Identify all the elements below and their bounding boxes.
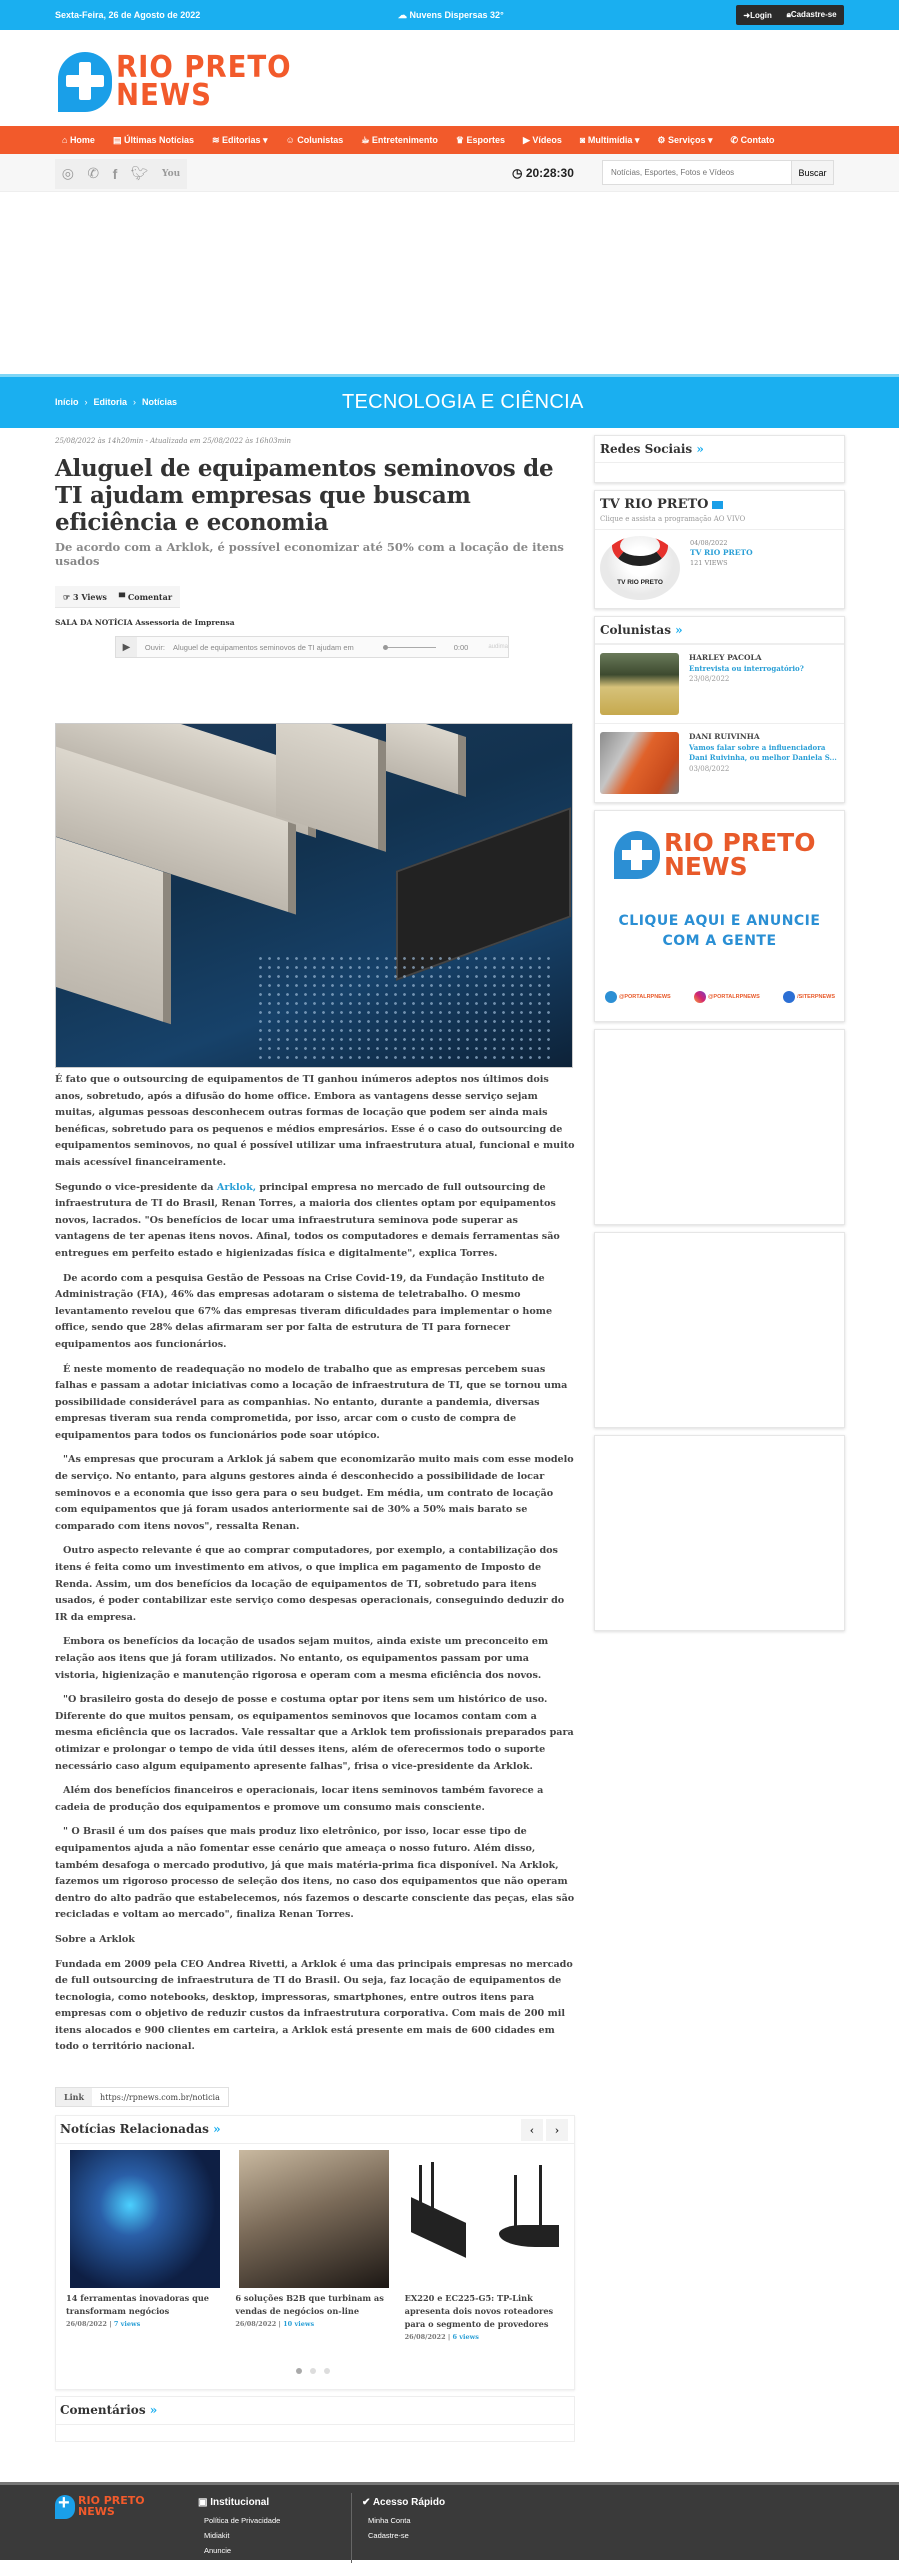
footer — [0, 2482, 899, 2560]
clock-icon: ◷ — [512, 166, 523, 180]
columnist-item[interactable] — [595, 644, 844, 723]
social-title: Redes Sociais » — [595, 436, 844, 463]
logo-text-line2: NEWS — [116, 78, 212, 113]
prev-button[interactable] — [521, 2119, 543, 2141]
article-subtitle: De acordo com a Arklok, é possível economizar até 50% com a locação de itens usados — [55, 540, 564, 568]
article-title: Aluguel de equipamentos seminovos de TI ajudam empresas que buscam eficiência e economia — [55, 455, 554, 536]
logo-text-line1: RIO PRETO — [116, 50, 292, 85]
search-input[interactable] — [603, 161, 791, 184]
nav-item-3[interactable] — [286, 135, 344, 146]
tv-thumbnail: TV RIO PRETO — [600, 536, 680, 600]
nav-label: Vídeos — [532, 135, 562, 145]
paragraph: De acordo com a pesquisa Gestão de Pessoas na Crise Covid-19, da Fundação Instituto de Administração (FIA), 46% das empresas adotaram o sistema de teletrabalho. O mesmo levantamento revelou que 67% das empresas tiveram dificuldades para implementar o home office, sendo que 28% delas afirmaram ser por falta de estrutura de TI para fornecer equipamentos aos funcionários. — [55, 1272, 553, 1350]
paragraph: Outro aspecto relevante é que ao comprar computadores, por exemplo, a contabilização dos itens é feita como um investimento em ativos, o que implica em pagamento de Imposto de Renda. Assim, um dos benefícios da locação de equipamentos de TI, sobretudo para itens usados, é poder contabilizar este serviço como despesas operacionais, conseguindo deduzir do IR da empresa. — [55, 1545, 565, 1623]
tv-views: 121 VIEWS — [690, 559, 728, 567]
facebook-icon — [783, 991, 795, 1003]
related-image — [409, 2150, 559, 2288]
page-dot[interactable] — [310, 2368, 316, 2374]
columnist-name: DANI RUIVINHA — [689, 732, 760, 741]
breadcrumb-home[interactable]: Início — [55, 397, 79, 407]
related-title: EX220 e EC225-G5: TP-Link apresenta dois novos roteadores para o segmento de provedores — [404, 2293, 554, 2330]
social-links — [55, 159, 187, 189]
columnist-item[interactable] — [595, 723, 844, 802]
tv-date: 04/08/2022 — [690, 539, 728, 547]
tv-box — [594, 490, 845, 609]
columnist-date: 03/08/2022 — [689, 764, 730, 773]
facebook-icon[interactable]: f — [112, 166, 118, 182]
columnist-name: HARLEY PACOLA — [689, 653, 762, 662]
article-meta: 25/08/2022 às 14h20min - Atualizada em 25/08/2022 às 16h03min — [55, 437, 292, 445]
phone-icon: ✆ — [730, 135, 741, 145]
cloud-icon: ☁ — [398, 10, 407, 20]
nav-item-1[interactable] — [113, 135, 194, 146]
nav-item-4[interactable] — [361, 135, 438, 146]
related-item[interactable] — [66, 2150, 235, 2341]
audio-time: 0:00 — [453, 642, 469, 652]
ad-logo: RIO PRETO NEWS — [614, 831, 834, 881]
footer-link-account[interactable]: Minha Conta — [368, 2516, 411, 2525]
login-icon: ➜ — [743, 10, 751, 20]
building-icon: ▣ — [198, 2497, 208, 2508]
youtube-icon[interactable]: You — [162, 169, 181, 179]
nav-label: Contato — [740, 135, 775, 145]
paragraph: "O brasileiro gosta do desejo de posse e costuma optar por itens sem um histórico de uso. Diferente do que muitos pensam, os equipamentos seminovos que locamos contam com a mesma eficiência que os lacrados. Vale ressaltar que a Arklok tem profissionais preparados para otimizar e prolongar o tempo de vida útil desses itens, além de oferecermos todo o suporte necessário caso algum equipamento apresente falhas", frisa o vice-presidente da Arklok. — [55, 1694, 574, 1772]
tv-item[interactable] — [595, 529, 844, 608]
nav-item-6[interactable] — [523, 135, 562, 146]
audio-progress-slider[interactable] — [383, 647, 435, 648]
paragraph: Segundo o vice-presidente da Arklok, principal empresa no mercado de full outsourcing de infraestrutura de TI do Brasil, Renan Torres, a maioria dos clientes optam por equipamentos novos, lacrados. "Os benefícios de locar uma infraestrutura seminova pode superar as vantagens de ter apenas itens novos. Afinal, todos os computadores e demais ferramentas são entregues em perfeito estado e higienizadas física e digitalmente", explica Torres. — [55, 1181, 560, 1259]
tv-link[interactable]: TV RIO PRETO — [690, 548, 753, 557]
nav-item-8[interactable] — [657, 135, 712, 146]
audio-brand: audima — [488, 644, 508, 650]
views-count: ☞ 3 Views — [63, 591, 107, 602]
nav-label: Multimídia ▾ — [587, 135, 640, 145]
related-item[interactable] — [235, 2150, 404, 2341]
related-meta: 26/08/2022 | 7 views — [66, 2320, 141, 2329]
paragraph: Embora os benefícios da locação de usados sejam muitos, ainda existe um preconceito em relação aos itens que já foram utilizados. No entanto, os equipamentos passam por uma vistoria, higienização e manutenção rigorosa e operam com a mesma eficiência dos novos. — [55, 1636, 549, 1681]
comments-section — [55, 2396, 575, 2442]
link-value[interactable]: https://rpnews.com.br/noticia — [100, 2092, 220, 2102]
current-date: Sexta-Feira, 26 de Agosto de 2022 — [55, 10, 201, 20]
footer-institutional: ▣ Institucional Política de Privacidade Midiakit Anuncie — [198, 2497, 281, 2555]
sidebar — [594, 435, 845, 1638]
article-actions — [55, 586, 180, 608]
nav-label: Esportes — [466, 135, 505, 145]
play-icon: ▶ — [522, 135, 533, 145]
rss-icon: ≋ — [212, 135, 223, 145]
footer-link-midiakit[interactable]: Midiakit — [204, 2531, 230, 2540]
columnists-box — [594, 616, 845, 803]
nav-item-7[interactable] — [580, 135, 639, 146]
instagram-icon[interactable]: ◎ — [61, 166, 74, 182]
nav-label: Home — [69, 135, 95, 145]
footer-link-signup[interactable]: Cadastre-se — [368, 2531, 409, 2540]
audio-label: Ouvir: — [144, 642, 165, 652]
tv-subtitle: Clique e assista a programação AO VIVO — [600, 515, 746, 523]
play-button[interactable] — [116, 637, 137, 657]
lock-icon: 🔒︎ — [786, 10, 791, 19]
comment-button[interactable]: ▀ Comentar — [118, 591, 173, 602]
comment-icon: ▀ — [118, 591, 126, 602]
audio-title: Aluguel de equipamentos seminovos de TI ajudam em — [172, 642, 354, 652]
footer-link-anuncie[interactable]: Anuncie — [204, 2546, 232, 2555]
footer-link-privacy[interactable]: Política de Privacidade — [204, 2516, 281, 2525]
home-icon: ⌂ — [62, 135, 70, 145]
category-banner — [0, 374, 899, 428]
nav-label: Colunistas — [297, 135, 344, 145]
coffee-icon: ☕︎ — [361, 135, 372, 145]
breadcrumb: Início › Editoria › Notícias — [55, 397, 178, 407]
nav-label: Serviços ▾ — [667, 135, 713, 145]
next-button[interactable] — [546, 2119, 568, 2141]
breadcrumb-editoria[interactable]: Editoria — [93, 397, 128, 407]
carousel-controls — [518, 2119, 568, 2141]
columnist-photo — [600, 653, 679, 715]
ad-slot-3 — [594, 1435, 845, 1631]
site-header — [0, 30, 899, 126]
login-button[interactable]: ➜Login — [743, 10, 772, 20]
search-button[interactable]: Buscar — [791, 161, 833, 184]
clock: ◷ 20:28:30 — [512, 166, 574, 180]
main-nav — [0, 126, 899, 154]
gear-icon: ⚙ — [657, 135, 668, 145]
related-header: Notícias Relacionadas » — [56, 2116, 574, 2144]
columnist-post-link[interactable]: Vamos falar sobre a influenciadora Dani Ruivinha, ou melhor Daniela S... — [689, 742, 837, 762]
related-title: 6 soluções B2B que turbinam as vendas de negócios on-line — [235, 2293, 384, 2317]
paragraph: " O Brasil é um dos países que mais produz lixo eletrônico, por isso, locar esse tipo de equipamentos ajuda a não fomentar esse cenário que ameaça o nosso futuro. Além disso, também desafoga o mercado produtivo, já que mais matéria-prima fica disponível. Na Arklok, fazemos um rigoroso processo de seleção dos itens, no caso dos equipamentos que não operam dentro do alto padrão que estabelecemos, nós fazemos o descarte consciente das peças, elas são recicladas e voltam ao mercado", finaliza Renan Torres. — [55, 1826, 575, 1921]
page-dot[interactable] — [324, 2368, 330, 2374]
breadcrumb-noticias[interactable]: Notícias — [142, 397, 178, 407]
whatsapp-icon[interactable]: ✆ — [87, 166, 100, 182]
article-body — [55, 1072, 575, 2056]
play-icon: ▶ — [122, 641, 131, 653]
search-form — [602, 160, 834, 185]
twitter-icon — [605, 991, 617, 1003]
related-title: 14 ferramentas inovadoras que transformam negócios — [66, 2293, 210, 2317]
chevron-right-icon: › — [554, 2123, 560, 2137]
related-image — [70, 2150, 220, 2288]
page-dot[interactable] — [296, 2368, 302, 2374]
ad-slot-1 — [594, 1029, 845, 1225]
paragraph: Fundada em 2009 pela CEO Andrea Rivetti, a Arklok é uma das principais empresas no mercado de full outsourcing de infraestrutura de TI do Brasil. Ou seja, faz locação de equipamentos de tecnologia, como notebooks, desktop, impressoras, smartphones, entre outros itens para empresas com o objetivo de reduzir custos da infraestrutura corporativa. Com mais de 200 mil itens alocados e 900 clientes em carteira, a Arklok está presente em mais de 600 cidades em todo o território nacional. — [55, 1958, 573, 2053]
signup-button[interactable]: 🔒︎Cadastre-se — [786, 10, 837, 19]
tv-title: TV RIO PRETO — [600, 497, 839, 512]
social-box — [594, 435, 845, 483]
twitter-icon[interactable]: 🐦︎ — [130, 166, 149, 182]
hand-icon: ☞ — [63, 591, 71, 602]
paragraph: É neste momento de readequação no modelo de trabalho que as empresas percebem suas falhas e passam a adotar iniciativas como a locação de infraestrutura de TI, que se tornou uma possibilidade considerável para as companhias. No entanto, durante a pandemia, diversas empresas tiveram sua renda comprometida, por isso, arcar com o custo de compra de equipamentos para todos os funcionários pode soar utópico. — [55, 1363, 568, 1441]
paragraph: É fato que o outsourcing de equipamentos de TI ganhou inúmeros adeptos nos últimos dois anos, sobretudo, após a difusão do home office. Embora as vantagens desse serviço sejam muitas, algumas pessoas desconhecem outras formas de locação que podem ser ainda mais benéficas, sobretudo para os pequenos e médios empresários. Esse é o caso do outsourcing de equipamentos seminovos, no qual é possível utilizar uma infraestrutura atual, funcional e muito mais acessível financeiramente. — [55, 1074, 575, 1168]
paragraph: Além dos benefícios financeiros e operacionais, locar itens seminovos também favorece a cadeia de produção dos equipamentos e promove um consumo mais consciente. — [55, 1785, 544, 1813]
related-meta: 26/08/2022 | 10 views — [235, 2320, 315, 2329]
audio-player — [115, 636, 509, 658]
nav-item-5[interactable] — [456, 135, 505, 146]
paragraph: "As empresas que procuram a Arklok já sabem que economizarão muito mais com esse modelo de serviço. No entanto, para alguns gestores ainda é desconhecido a possibilidade de locar seminovos e a economia que isso gera para o seu budget. Em média, um contrato de locação com equipamentos que já foram usados anteriormente sai de 30% a 50% mais barato se comparado com itens novos", ressalta Renan. — [55, 1454, 574, 1532]
related-news — [55, 2115, 575, 2390]
footer-divider — [351, 2493, 352, 2563]
related-image — [239, 2150, 389, 2288]
check-icon: ✔ — [362, 2497, 371, 2508]
nav-label: Editorias ▾ — [222, 135, 268, 145]
related-meta: 26/08/2022 | 6 views — [404, 2333, 479, 2342]
nav-item-2[interactable] — [212, 135, 268, 146]
plus-icon-bar — [66, 75, 104, 87]
columnist-photo — [600, 732, 679, 794]
nav-label: Últimas Notícias — [123, 135, 194, 145]
columnists-title: Colunistas » — [595, 617, 844, 644]
site-logo[interactable] — [58, 52, 308, 114]
top-bar — [0, 0, 899, 30]
instagram-icon — [694, 991, 706, 1003]
article — [55, 437, 575, 2442]
sub-bar — [0, 154, 899, 192]
weather-text: Nuvens Dispersas 32° — [409, 10, 504, 20]
chevron-left-icon: ‹ — [529, 2123, 535, 2137]
footer-logo[interactable]: + RIO PRETO NEWS — [55, 2495, 155, 2521]
columnist-post-link[interactable]: Entrevista ou interrogatório? — [689, 663, 804, 673]
article-image — [55, 723, 573, 1068]
weather — [398, 10, 504, 21]
columnist-date: 23/08/2022 — [689, 675, 730, 683]
nav-item-0[interactable] — [62, 135, 95, 146]
account-box — [736, 5, 844, 25]
article-author: SALA DA NOTÍCIA Assessoria de Imprensa — [55, 618, 235, 627]
users-icon: ☺ — [285, 135, 298, 145]
link-label: Link — [56, 2088, 92, 2106]
category-title: TECNOLOGIA E CIÊNCIA — [342, 391, 584, 413]
camera-icon: ◙ — [579, 135, 588, 145]
ad-cta: CLIQUE AQUI E ANUNCIE COM A GENTE — [618, 913, 821, 949]
ad-slot-2 — [594, 1232, 845, 1428]
related-item[interactable] — [405, 2150, 574, 2341]
nav-label: Entretenimento — [371, 135, 438, 145]
nav-item-9[interactable] — [731, 135, 775, 146]
ad-social: @PORTALRPNEWS @PORTALRPNEWS /SITERPNEWS — [605, 991, 835, 1003]
share-link — [55, 2087, 229, 2107]
section-heading: Sobre a Arklok — [55, 1933, 135, 1945]
advertise-banner[interactable] — [594, 810, 845, 1022]
comments-header: Comentários » — [56, 2397, 574, 2425]
document-icon: ▤ — [112, 135, 124, 145]
video-camera-icon — [712, 501, 723, 509]
trophy-icon: ♛ — [455, 135, 467, 145]
arklok-link[interactable]: Arklok, — [216, 1181, 257, 1193]
carousel-pagination — [296, 2368, 330, 2374]
footer-quick-access: ✔ Acesso Rápido Minha Conta Cadastre-se — [362, 2497, 446, 2540]
